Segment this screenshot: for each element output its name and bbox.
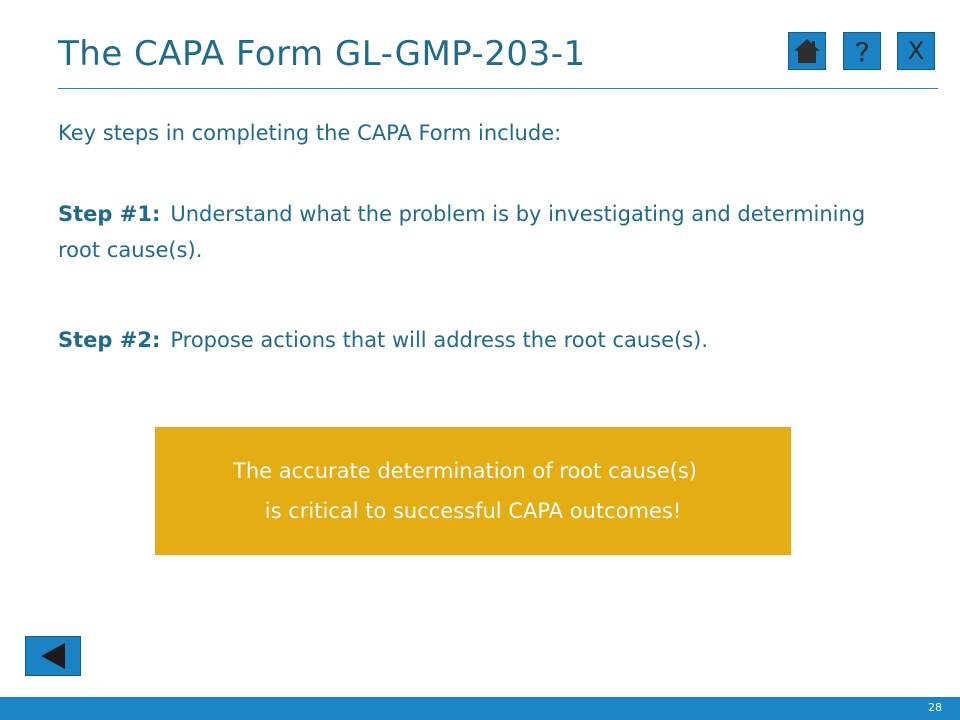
step-2-text: Propose actions that will address the root cause(s). (170, 328, 709, 352)
back-button[interactable] (25, 636, 81, 676)
title-divider (58, 88, 938, 89)
page-number: 28 (928, 701, 942, 714)
question-icon (847, 36, 877, 66)
callout-line-1: The accurate determination of root cause(s) (233, 459, 697, 483)
slide-title: The CAPA Form GL-GMP-203-1 (58, 34, 586, 74)
step-1-text: Understand what the problem is by investigating and determining root cause(s). (58, 202, 866, 262)
step-1-label: Step #1: (58, 202, 161, 226)
footer-bar (0, 697, 960, 720)
step-1 (58, 196, 908, 268)
step-2 (58, 322, 908, 358)
help-button[interactable] (843, 32, 881, 70)
intro-text: Key steps in completing the CAPA Form include: (58, 121, 562, 145)
home-button[interactable] (788, 32, 826, 70)
callout-line-2: is critical to successful CAPA outcomes! (264, 499, 682, 523)
callout-box (155, 427, 791, 555)
home-icon (792, 36, 822, 66)
close-label: X (907, 37, 925, 65)
close-button[interactable] (897, 32, 935, 70)
step-2-label: Step #2: (58, 328, 161, 352)
back-arrow-icon (33, 640, 73, 672)
